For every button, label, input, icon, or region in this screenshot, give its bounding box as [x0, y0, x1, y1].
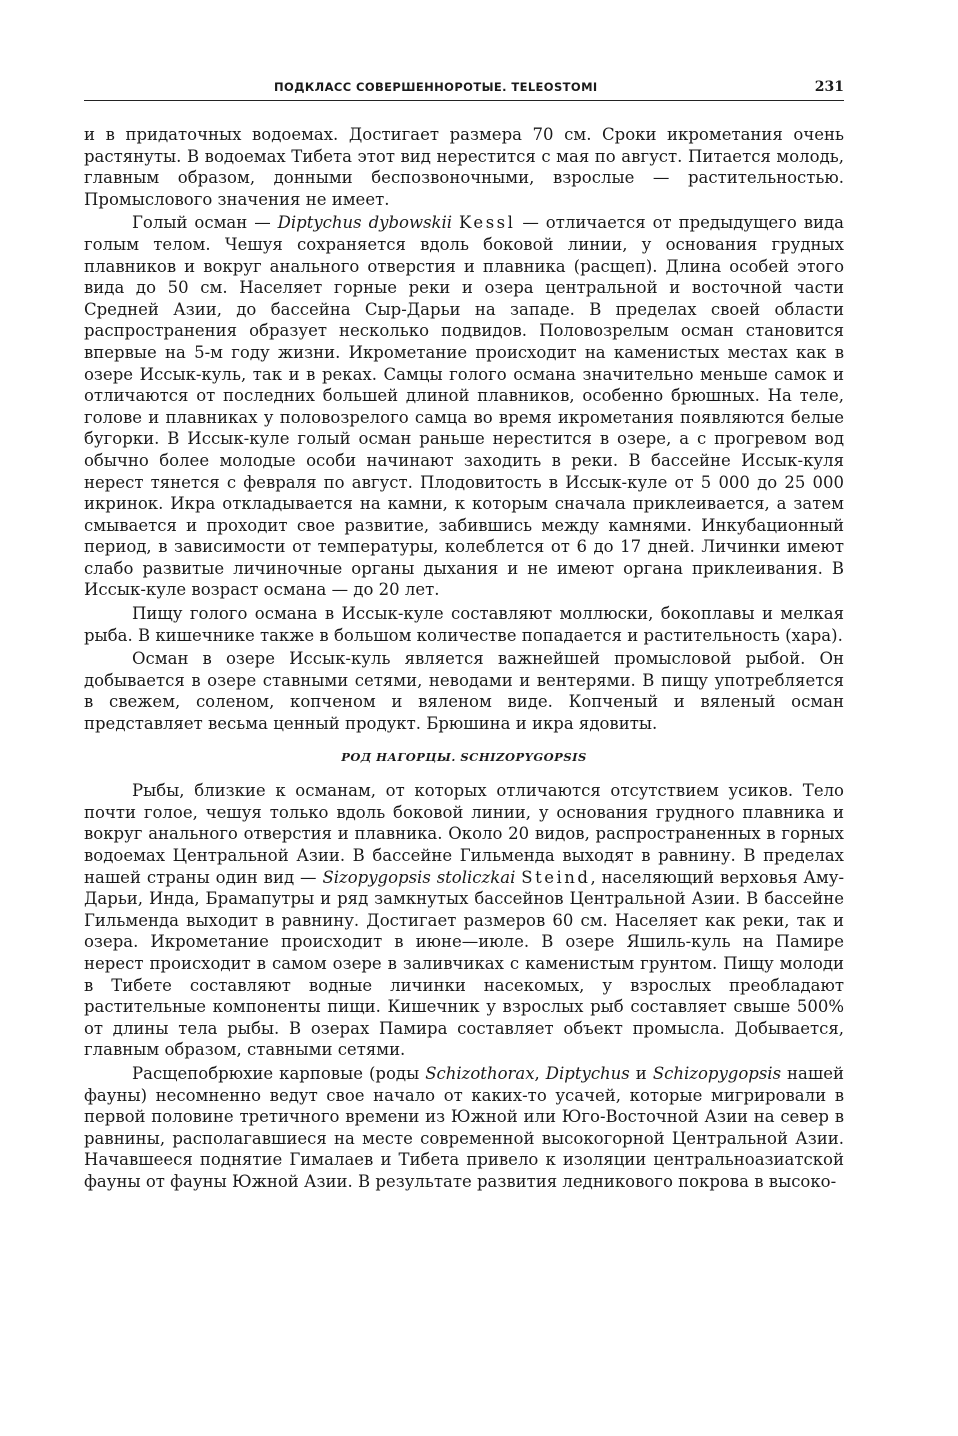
separator: и: [629, 1063, 653, 1083]
genus-name-schizopygopsis: Schizopygopsis: [652, 1063, 782, 1083]
section-heading: РОД НАГОРЦЫ. SCHIZOPYGOPSIS: [341, 749, 587, 764]
species-latin-name: Diptychus dybowskii: [277, 213, 453, 233]
paragraph-text: Пищу голого османа в Иссык-куле составляют моллюски, бокоплавы и мелкая рыба. В кишечнике также в большом количестве попадается и растительность (хара).: [84, 604, 844, 645]
separator: ,: [534, 1063, 546, 1083]
paragraph-text: нашей фауны) несомненно ведут свое начало от каких-то усачей, которые мигрировали в первой половине третичного времени из Южной или Юго-Восточной Азии на север в равнины, располагавшиеся на месте современной высокогорной Центральной Азии. Начавшееся поднятие Гималаев и Тибета привело к изоляции центральноазиатской фауны от фауны Южной Азии. В результате развития ледникового покрова в высоко-: [84, 1063, 844, 1191]
genus-name-diptychus: Diptychus: [545, 1063, 630, 1083]
species-common-name: Голый осман —: [132, 213, 278, 233]
paragraph-fishery: [84, 648, 844, 734]
paragraph-origin: [84, 1063, 844, 1193]
species-latin-name: Sizopygopsis stoliczkai: [322, 867, 516, 887]
paragraph-text: Расщепобрюхие карповые (роды: [132, 1063, 426, 1083]
paragraph-text: — отличается от предыдущего вида голым телом. Чешуя сохраняется вдоль боковой линии, у основания грудных плавников и вокруг анального отверстия и плавника (расщеп). Длина особей этого вида до 50 см. Населяет горные реки и озера центральной и восточной части Средней Азии, до бассейна Сыр-Дарьи на западе. В пределах своей области распространения образует несколько подвидов. Половозрелым осман становится впервые на 5-м году жизни. Икрометание происходит на каменистых местах как в озере Иссык-куль, так и в реках. Самцы голого османа значительно меньше самок и отличаются от последних большей длиной плавников, особенно брюшных. На теле, голове и плавниках у половозрелого самца во время икрометания появляются белые бугорки. В Иссык-куле голый осман раньше нерестится в озере, а с прогревом вод обычно более молодые особи начинают заходить в реки. В бассейне Иссык-куля нерест тянется с февраля по август. Плодовитость в Иссык-куле от 5 000 до 25 000 икринок. Икра откладывается на камни, к которым сначала приклеивается, а затем смывается и проходит свое развитие, забившись между камнями. Инкубационный период, в зависимости от температуры, колеблется от 6 до 17 дней. Личинки имеют слабо развитые личиночные органы дыхания и не имеют органа приклеивания. В Иссык-куле возраст османа — до 20 лет.: [84, 213, 844, 600]
paragraph-text: , населяющий верховья Аму-Дарьи, Инда, Брамапутры и ряд замкнутых бассейнов Центральной Азии. В бассейне Гильменда выходит в равнину. Достигает размеров 60 см. Населяет как реки, так и озера. Икрометание происходит в июне—июле. В озере Яшиль-куль на Памире нерест происходит в самом озере в заливчиках с каменистым грунтом. Пищу молоди в Тибете составляют водные личинки насекомых, у взрослых преобладают растительные компоненты пищи. Кишечник у взрослых рыб составляет свыше 500% от длины тела рыбы. В озерах Памира составляет объект промысла. Добывается, главным образом, ставными сетями.: [84, 867, 845, 1060]
paragraph-continuation: [84, 124, 844, 210]
paragraph-text: Осман в озере Иссык-куль является важнейшей промысловой рыбой. Он добывается в озере ставными сетями, неводами и вентерями. В пищу употребляется в свежем, соленом, копченом и вяленом виде. Копченый и вяленый осман представляет весьма ценный продукт. Брюшина и икра ядовиты.: [84, 649, 844, 734]
species-author: Kessl: [459, 213, 516, 233]
paragraph-diptychus-dybowskii: [84, 212, 844, 601]
paragraph-diet: [84, 603, 844, 646]
paragraph-text: и в придаточных водоемах. Достигает размера 70 см. Сроки икрометания очень растянуты. В водоемах Тибета этот вид нерестится с мая по август. Питается молодь, главным образом, донными беспозвоночными, взрослые — растительностью. Промыслового значения не имеет.: [84, 125, 844, 209]
running-head: [84, 80, 844, 101]
genus-name-schizothorax: Schizothorax: [425, 1063, 535, 1083]
running-title: ПОДКЛАСС СОВЕРШЕННОРОТЫЕ. TELEOSTOMI: [274, 80, 598, 94]
page-number: 231: [814, 79, 844, 95]
paragraph-schizopygopsis: [84, 780, 844, 1061]
paragraph-text: Рыбы, близкие к османам, от которых отличаются отсутствием усиков. Тело почти голое, чешуя только вдоль боковой линии, у основания грудного плавника и вокруг анального отверстия и плавника. Около 20 видов, распространенных в горных водоемах Центральной Азии. В бассейне Гильменда выходят в равнину. В пределах нашей страны один вид —: [84, 781, 844, 887]
body-text: [84, 124, 844, 1193]
species-author: Steind: [521, 867, 591, 887]
